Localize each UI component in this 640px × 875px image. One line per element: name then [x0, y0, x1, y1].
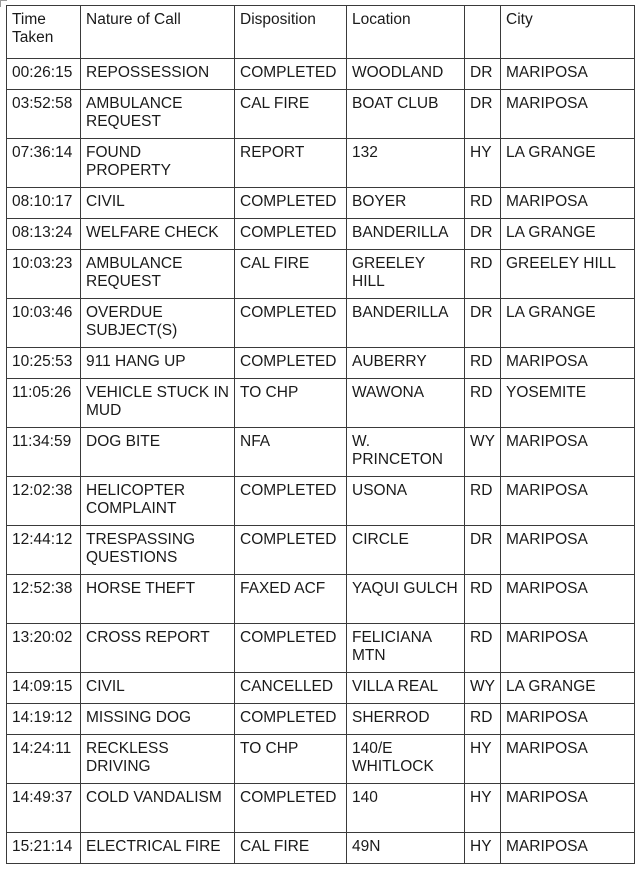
cell-time-taken: 12:44:12: [7, 526, 81, 575]
cell-nature-of-call: CIVIL: [81, 188, 235, 219]
cell-time-taken: 13:20:02: [7, 624, 81, 673]
header-disposition: Disposition: [235, 6, 347, 59]
cell-time-taken: 10:25:53: [7, 348, 81, 379]
table-row: [7, 428, 635, 477]
cell-city: GREELEY HILL: [501, 250, 635, 299]
cell-time-taken: 12:52:38: [7, 575, 81, 624]
cell-location: USONA: [347, 477, 465, 526]
cell-location: WOODLAND: [347, 59, 465, 90]
cell-disposition: COMPLETED: [235, 624, 347, 673]
cell-time-taken: 11:05:26: [7, 379, 81, 428]
cell-nature-of-call: DOG BITE: [81, 428, 235, 477]
cell-time-taken: 00:26:15: [7, 59, 81, 90]
cell-nature-of-call: CROSS REPORT: [81, 624, 235, 673]
cell-nature-of-call: MISSING DOG: [81, 704, 235, 735]
table-row: [7, 139, 635, 188]
cell-disposition: COMPLETED: [235, 704, 347, 735]
cell-city: LA GRANGE: [501, 673, 635, 704]
cell-time-taken: 07:36:14: [7, 139, 81, 188]
cell-disposition: COMPLETED: [235, 477, 347, 526]
call-log-table: [6, 5, 635, 864]
cell-street-type: DR: [465, 526, 501, 575]
cell-disposition: COMPLETED: [235, 784, 347, 833]
cell-nature-of-call: HELICOPTER COMPLAINT: [81, 477, 235, 526]
header-nature-of-call: Nature of Call: [81, 6, 235, 59]
cell-city: MARIPOSA: [501, 833, 635, 864]
header-time-taken: Time Taken: [7, 6, 81, 59]
cell-location: WAWONA: [347, 379, 465, 428]
header-street-type: [465, 6, 501, 59]
cell-time-taken: 14:09:15: [7, 673, 81, 704]
cell-city: MARIPOSA: [501, 188, 635, 219]
cell-location: BOAT CLUB: [347, 90, 465, 139]
cell-disposition: CANCELLED: [235, 673, 347, 704]
header-row: [7, 6, 635, 59]
cell-city: LA GRANGE: [501, 219, 635, 250]
cell-disposition: CAL FIRE: [235, 833, 347, 864]
cell-time-taken: 14:49:37: [7, 784, 81, 833]
cell-time-taken: 08:10:17: [7, 188, 81, 219]
cell-street-type: RD: [465, 575, 501, 624]
cell-city: MARIPOSA: [501, 735, 635, 784]
cell-disposition: COMPLETED: [235, 59, 347, 90]
cell-nature-of-call: CIVIL: [81, 673, 235, 704]
table-body: [7, 59, 635, 864]
cell-location: 49N: [347, 833, 465, 864]
cell-street-type: RD: [465, 250, 501, 299]
cell-nature-of-call: OVERDUE SUBJECT(S): [81, 299, 235, 348]
cell-city: LA GRANGE: [501, 139, 635, 188]
cell-time-taken: 10:03:23: [7, 250, 81, 299]
cell-street-type: RD: [465, 348, 501, 379]
cell-street-type: DR: [465, 90, 501, 139]
cell-disposition: TO CHP: [235, 735, 347, 784]
cell-nature-of-call: HORSE THEFT: [81, 575, 235, 624]
table-row: [7, 188, 635, 219]
cell-disposition: CAL FIRE: [235, 250, 347, 299]
cell-disposition: FAXED ACF: [235, 575, 347, 624]
cell-location: GREELEY HILL: [347, 250, 465, 299]
cell-nature-of-call: FOUND PROPERTY: [81, 139, 235, 188]
cell-street-type: DR: [465, 219, 501, 250]
table-row: [7, 833, 635, 864]
cell-city: MARIPOSA: [501, 704, 635, 735]
cell-location: 140: [347, 784, 465, 833]
cell-location: SHERROD: [347, 704, 465, 735]
table-row: [7, 624, 635, 673]
cell-nature-of-call: COLD VANDALISM: [81, 784, 235, 833]
cell-street-type: RD: [465, 379, 501, 428]
cell-nature-of-call: TRESPASSING QUESTIONS: [81, 526, 235, 575]
table-row: [7, 379, 635, 428]
cell-disposition: COMPLETED: [235, 299, 347, 348]
cell-nature-of-call: WELFARE CHECK: [81, 219, 235, 250]
table-row: [7, 348, 635, 379]
cell-location: BANDERILLA: [347, 299, 465, 348]
cell-location: CIRCLE: [347, 526, 465, 575]
cell-location: 140/E WHITLOCK: [347, 735, 465, 784]
cell-location: AUBERRY: [347, 348, 465, 379]
cell-time-taken: 03:52:58: [7, 90, 81, 139]
cell-city: MARIPOSA: [501, 428, 635, 477]
cell-street-type: HY: [465, 784, 501, 833]
cell-city: MARIPOSA: [501, 784, 635, 833]
cell-time-taken: 11:34:59: [7, 428, 81, 477]
cell-location: BANDERILLA: [347, 219, 465, 250]
table-row: [7, 784, 635, 833]
table-row: [7, 477, 635, 526]
cell-location: W. PRINCETON: [347, 428, 465, 477]
cell-street-type: WY: [465, 428, 501, 477]
cell-time-taken: 12:02:38: [7, 477, 81, 526]
cell-nature-of-call: VEHICLE STUCK IN MUD: [81, 379, 235, 428]
cell-street-type: RD: [465, 477, 501, 526]
cell-location: YAQUI GULCH: [347, 575, 465, 624]
cell-time-taken: 15:21:14: [7, 833, 81, 864]
cell-city: MARIPOSA: [501, 526, 635, 575]
cell-disposition: REPORT: [235, 139, 347, 188]
table-row: [7, 59, 635, 90]
cell-disposition: COMPLETED: [235, 219, 347, 250]
cell-city: MARIPOSA: [501, 477, 635, 526]
cell-street-type: WY: [465, 673, 501, 704]
cell-disposition: COMPLETED: [235, 526, 347, 575]
cell-location: VILLA REAL: [347, 673, 465, 704]
cell-street-type: DR: [465, 59, 501, 90]
table-row: [7, 219, 635, 250]
cell-city: MARIPOSA: [501, 90, 635, 139]
cell-street-type: HY: [465, 139, 501, 188]
table-row: [7, 673, 635, 704]
cell-street-type: DR: [465, 299, 501, 348]
cell-city: MARIPOSA: [501, 575, 635, 624]
cell-street-type: RD: [465, 624, 501, 673]
cell-disposition: COMPLETED: [235, 188, 347, 219]
cell-city: YOSEMITE: [501, 379, 635, 428]
header-location: Location: [347, 6, 465, 59]
cell-nature-of-call: REPOSSESSION: [81, 59, 235, 90]
table-row: [7, 575, 635, 624]
cell-location: 132: [347, 139, 465, 188]
cell-nature-of-call: AMBULANCE REQUEST: [81, 250, 235, 299]
cell-time-taken: 14:19:12: [7, 704, 81, 735]
cell-disposition: TO CHP: [235, 379, 347, 428]
table-row: [7, 90, 635, 139]
cell-street-type: HY: [465, 735, 501, 784]
table-row: [7, 299, 635, 348]
table-row: [7, 526, 635, 575]
table-row: [7, 250, 635, 299]
cell-street-type: RD: [465, 188, 501, 219]
cell-city: LA GRANGE: [501, 299, 635, 348]
call-log-page: [6, 5, 634, 871]
cell-nature-of-call: RECKLESS DRIVING: [81, 735, 235, 784]
cell-location: BOYER: [347, 188, 465, 219]
cell-disposition: NFA: [235, 428, 347, 477]
cell-street-type: HY: [465, 833, 501, 864]
header-city: City: [501, 6, 635, 59]
cell-time-taken: 10:03:46: [7, 299, 81, 348]
cell-nature-of-call: 911 HANG UP: [81, 348, 235, 379]
cell-city: MARIPOSA: [501, 348, 635, 379]
cell-disposition: CAL FIRE: [235, 90, 347, 139]
cell-street-type: RD: [465, 704, 501, 735]
cell-location: FELICIANA MTN: [347, 624, 465, 673]
table-header: [7, 6, 635, 59]
cell-time-taken: 08:13:24: [7, 219, 81, 250]
cell-nature-of-call: ELECTRICAL FIRE: [81, 833, 235, 864]
cell-city: MARIPOSA: [501, 59, 635, 90]
table-row: [7, 735, 635, 784]
cell-nature-of-call: AMBULANCE REQUEST: [81, 90, 235, 139]
cell-time-taken: 14:24:11: [7, 735, 81, 784]
cell-disposition: COMPLETED: [235, 348, 347, 379]
table-row: [7, 704, 635, 735]
cell-city: MARIPOSA: [501, 624, 635, 673]
